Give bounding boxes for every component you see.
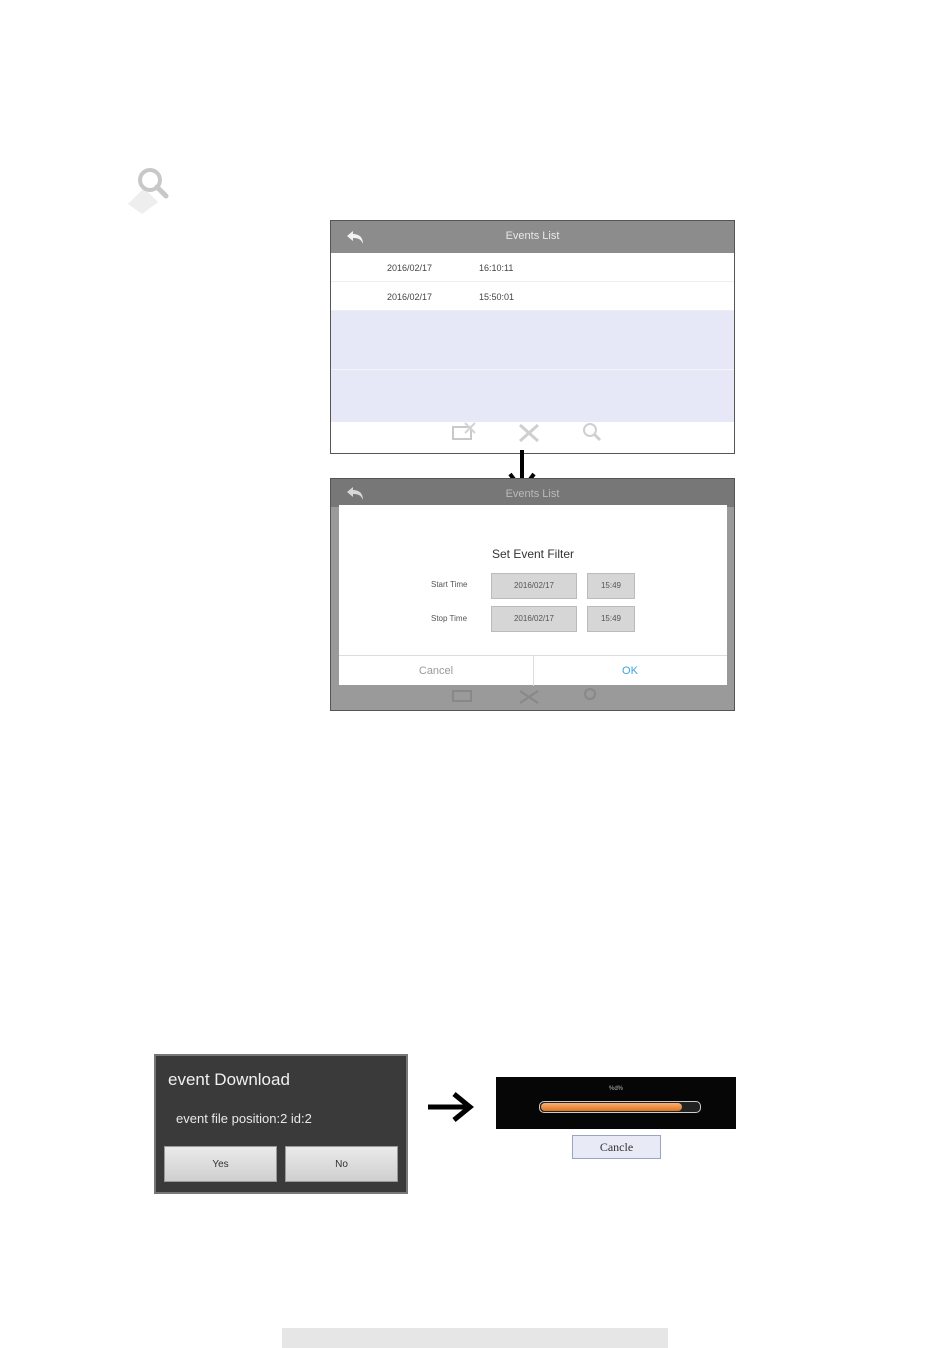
search-icon[interactable] <box>579 421 605 443</box>
dialog-message: event file position:2 id:2 <box>176 1111 312 1126</box>
stop-date-field[interactable]: 2016/02/17 <box>491 606 577 632</box>
event-time: 15:50:01 <box>479 292 515 302</box>
event-filter-screen <box>330 478 735 711</box>
start-time-label: Start Time <box>431 580 468 589</box>
download-progress-box <box>496 1077 736 1129</box>
event-row[interactable] <box>331 282 734 311</box>
page-title: Events List <box>505 488 560 500</box>
arrow-right-icon <box>426 1090 476 1124</box>
cancel-button[interactable]: Cancle <box>572 1135 661 1159</box>
start-time-field[interactable]: 15:49 <box>587 573 635 599</box>
ok-button[interactable]: OK <box>622 665 638 677</box>
dialog-buttons <box>339 655 727 686</box>
title-bar <box>331 479 734 507</box>
title-bar <box>331 221 734 253</box>
download-icon[interactable] <box>451 421 477 443</box>
event-date: 2016/02/17 <box>387 292 433 302</box>
events-list-screen <box>330 220 735 454</box>
progress-label: %d% <box>608 1086 623 1092</box>
dialog-title: Set Event Filter <box>491 547 575 561</box>
dialog-title: event Download <box>168 1070 290 1089</box>
event-time: 16:10:11 <box>479 263 514 273</box>
delete-icon <box>516 685 542 707</box>
event-row[interactable] <box>331 253 734 282</box>
progress-fill <box>541 1103 682 1111</box>
event-download-dialog <box>154 1054 408 1194</box>
stop-time-label: Stop Time <box>431 614 468 623</box>
event-date: 2016/02/17 <box>387 263 433 273</box>
empty-rows <box>331 311 734 369</box>
no-button[interactable]: No <box>285 1146 398 1182</box>
delete-icon[interactable] <box>516 421 542 443</box>
stop-time-field[interactable]: 15:49 <box>587 606 635 632</box>
download-icon <box>451 685 477 707</box>
search-icon <box>122 160 178 216</box>
start-date-field[interactable]: 2016/02/17 <box>491 573 577 599</box>
cancel-button[interactable]: Cancel <box>418 665 454 677</box>
page-title: Events List <box>505 230 560 242</box>
empty-rows <box>331 369 734 422</box>
progress-bar <box>539 1101 701 1113</box>
search-icon <box>579 685 605 707</box>
set-event-filter-dialog <box>339 505 727 685</box>
footer-bar <box>282 1328 668 1348</box>
yes-button[interactable]: Yes <box>164 1146 277 1182</box>
